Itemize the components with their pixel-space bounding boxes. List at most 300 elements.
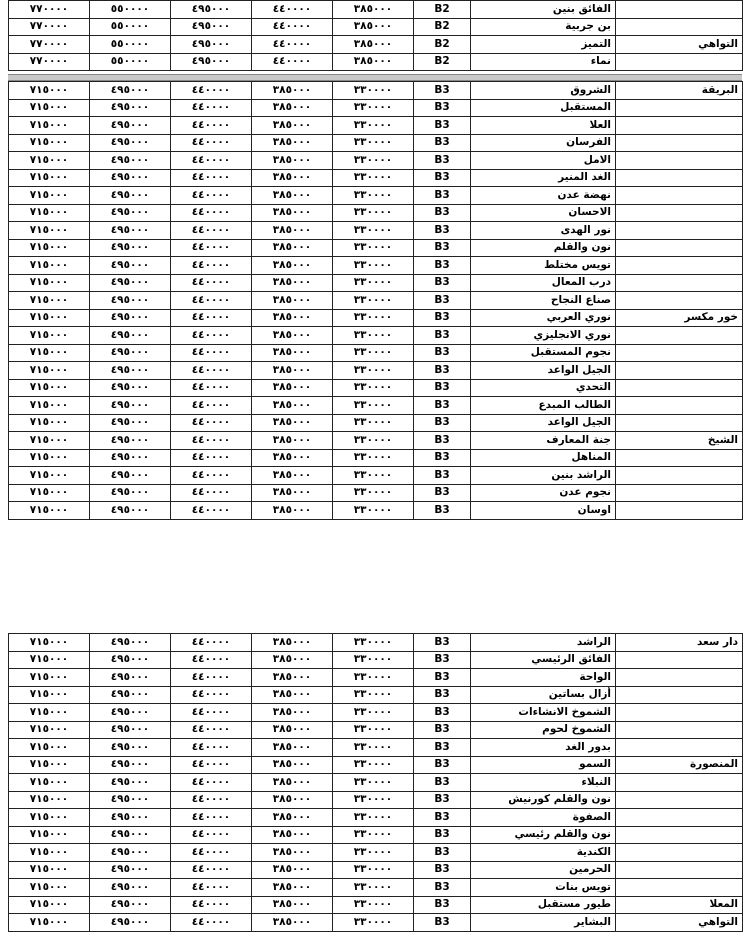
fee-4-cell: ٤٩٥٠٠٠ — [90, 774, 171, 792]
level-cell: B2 — [414, 1, 471, 19]
fee-total-cell: ٧١٥٠٠٠ — [9, 309, 90, 327]
fee-4-cell: ٤٩٥٠٠٠ — [90, 809, 171, 827]
fee-4-cell: ٤٩٥٠٠٠ — [90, 397, 171, 415]
fee-total-cell: ٧١٥٠٠٠ — [9, 117, 90, 135]
school-name-cell: الحرمين — [471, 861, 616, 879]
fee-4-cell: ٤٩٥٠٠٠ — [90, 914, 171, 932]
school-name-cell: بدور الغد — [471, 739, 616, 757]
area-cell — [616, 879, 743, 897]
fee-1-cell: ٣٣٠٠٠٠ — [333, 634, 414, 652]
fee-2-cell: ٣٨٥٠٠٠ — [252, 274, 333, 292]
school-name-cell: التميز — [471, 36, 616, 54]
fee-2-cell: ٣٨٥٠٠٠ — [252, 896, 333, 914]
level-cell: B3 — [414, 896, 471, 914]
fee-total-cell: ٧٧٠٠٠٠ — [9, 36, 90, 54]
fee-1-cell: ٣٨٥٠٠٠ — [333, 53, 414, 71]
level-cell: B3 — [414, 397, 471, 415]
school-name-cell: تويس بنات — [471, 879, 616, 897]
school-name-cell: الطالب المبدع — [471, 397, 616, 415]
fee-1-cell: ٣٣٠٠٠٠ — [333, 669, 414, 687]
area-cell — [616, 18, 743, 36]
fee-4-cell: ٤٩٥٠٠٠ — [90, 634, 171, 652]
area-cell — [616, 204, 743, 222]
fee-1-cell: ٣٣٠٠٠٠ — [333, 791, 414, 809]
fee-2-cell: ٤٤٠٠٠٠ — [252, 36, 333, 54]
table-row — [9, 861, 743, 879]
level-cell: B3 — [414, 82, 471, 100]
fee-1-cell: ٣٣٠٠٠٠ — [333, 99, 414, 117]
fee-total-cell: ٧١٥٠٠٠ — [9, 99, 90, 117]
fee-3-cell: ٤٤٠٠٠٠ — [171, 686, 252, 704]
table-row — [9, 53, 743, 71]
school-name-cell: الشموخ الانشاءات — [471, 704, 616, 722]
fee-1-cell: ٣٣٠٠٠٠ — [333, 169, 414, 187]
fee-2-cell: ٣٨٥٠٠٠ — [252, 704, 333, 722]
area-cell — [616, 53, 743, 71]
fee-2-cell: ٣٨٥٠٠٠ — [252, 634, 333, 652]
level-cell: B3 — [414, 274, 471, 292]
fee-1-cell: ٣٣٠٠٠٠ — [333, 187, 414, 205]
table-row — [9, 18, 743, 36]
level-cell: B3 — [414, 809, 471, 827]
fee-4-cell: ٤٩٥٠٠٠ — [90, 327, 171, 345]
fee-4-cell: ٤٩٥٠٠٠ — [90, 502, 171, 520]
fee-2-cell: ٣٨٥٠٠٠ — [252, 344, 333, 362]
fee-3-cell: ٤٤٠٠٠٠ — [171, 634, 252, 652]
fee-4-cell: ٤٩٥٠٠٠ — [90, 257, 171, 275]
fee-1-cell: ٣٣٠٠٠٠ — [333, 826, 414, 844]
fee-3-cell: ٤٤٠٠٠٠ — [171, 484, 252, 502]
level-cell: B3 — [414, 414, 471, 432]
fee-2-cell: ٣٨٥٠٠٠ — [252, 152, 333, 170]
area-cell: التواهي — [616, 914, 743, 932]
school-name-cell: الفائق الرئيسي — [471, 651, 616, 669]
level-cell: B2 — [414, 53, 471, 71]
level-cell: B3 — [414, 292, 471, 310]
fee-total-cell: ٧١٥٠٠٠ — [9, 169, 90, 187]
table-row — [9, 309, 743, 327]
school-name-cell: نون والقلم — [471, 239, 616, 257]
fee-4-cell: ٤٩٥٠٠٠ — [90, 879, 171, 897]
fee-1-cell: ٣٨٥٠٠٠ — [333, 1, 414, 19]
fee-total-cell: ٧١٥٠٠٠ — [9, 686, 90, 704]
fee-total-cell: ٧١٥٠٠٠ — [9, 362, 90, 380]
school-name-cell: السمو — [471, 756, 616, 774]
level-cell: B3 — [414, 879, 471, 897]
fee-3-cell: ٤٤٠٠٠٠ — [171, 169, 252, 187]
school-name-cell: النبلاء — [471, 774, 616, 792]
fee-4-cell: ٤٩٥٠٠٠ — [90, 756, 171, 774]
fee-2-cell: ٣٨٥٠٠٠ — [252, 914, 333, 932]
fee-2-cell: ٣٨٥٠٠٠ — [252, 432, 333, 450]
fee-1-cell: ٣٣٠٠٠٠ — [333, 844, 414, 862]
level-cell: B3 — [414, 344, 471, 362]
fee-total-cell: ٧١٥٠٠٠ — [9, 379, 90, 397]
fee-total-cell: ٧١٥٠٠٠ — [9, 809, 90, 827]
fee-4-cell: ٤٩٥٠٠٠ — [90, 669, 171, 687]
fee-total-cell: ٧١٥٠٠٠ — [9, 344, 90, 362]
fee-1-cell: ٣٣٠٠٠٠ — [333, 134, 414, 152]
area-cell — [616, 1, 743, 19]
fee-total-cell: ٧١٥٠٠٠ — [9, 187, 90, 205]
fee-3-cell: ٤٤٠٠٠٠ — [171, 879, 252, 897]
fee-3-cell: ٤٩٥٠٠٠ — [171, 36, 252, 54]
school-name-cell: طيور مستقبل — [471, 896, 616, 914]
table-row — [9, 844, 743, 862]
table-row — [9, 774, 743, 792]
table-row — [9, 484, 743, 502]
area-cell — [616, 414, 743, 432]
fee-total-cell: ٧١٥٠٠٠ — [9, 791, 90, 809]
level-cell: B3 — [414, 362, 471, 380]
area-cell — [616, 449, 743, 467]
fee-total-cell: ٧١٥٠٠٠ — [9, 152, 90, 170]
school-name-cell: الجيل الواعد — [471, 414, 616, 432]
area-cell: المعلا — [616, 896, 743, 914]
fee-3-cell: ٤٤٠٠٠٠ — [171, 82, 252, 100]
fee-1-cell: ٣٣٠٠٠٠ — [333, 257, 414, 275]
table-row — [9, 651, 743, 669]
fee-4-cell: ٤٩٥٠٠٠ — [90, 362, 171, 380]
table-row — [9, 222, 743, 240]
fee-2-cell: ٣٨٥٠٠٠ — [252, 826, 333, 844]
area-cell — [616, 651, 743, 669]
fee-2-cell: ٣٨٥٠٠٠ — [252, 292, 333, 310]
fee-4-cell: ٤٩٥٠٠٠ — [90, 467, 171, 485]
fee-2-cell: ٣٨٥٠٠٠ — [252, 739, 333, 757]
fee-4-cell: ٤٩٥٠٠٠ — [90, 187, 171, 205]
fee-1-cell: ٣٣٠٠٠٠ — [333, 914, 414, 932]
fee-3-cell: ٤٤٠٠٠٠ — [171, 117, 252, 135]
fee-2-cell: ٤٤٠٠٠٠ — [252, 1, 333, 19]
fee-2-cell: ٣٨٥٠٠٠ — [252, 809, 333, 827]
table-row — [9, 914, 743, 932]
area-cell: الشيخ — [616, 432, 743, 450]
fee-total-cell: ٧١٥٠٠٠ — [9, 397, 90, 415]
table-row — [9, 397, 743, 415]
fee-2-cell: ٣٨٥٠٠٠ — [252, 134, 333, 152]
fee-2-cell: ٤٤٠٠٠٠ — [252, 53, 333, 71]
area-cell — [616, 809, 743, 827]
fee-3-cell: ٤٤٠٠٠٠ — [171, 914, 252, 932]
table-row — [9, 791, 743, 809]
area-cell — [616, 99, 743, 117]
fee-total-cell: ٧١٥٠٠٠ — [9, 239, 90, 257]
level-cell: B2 — [414, 36, 471, 54]
fee-1-cell: ٣٨٥٠٠٠ — [333, 18, 414, 36]
level-cell: B3 — [414, 502, 471, 520]
school-name-cell: الجيل الواعد — [471, 362, 616, 380]
fee-3-cell: ٤٤٠٠٠٠ — [171, 397, 252, 415]
fee-total-cell: ٧١٥٠٠٠ — [9, 826, 90, 844]
fee-2-cell: ٣٨٥٠٠٠ — [252, 117, 333, 135]
fee-3-cell: ٤٩٥٠٠٠ — [171, 18, 252, 36]
school-name-cell: المناهل — [471, 449, 616, 467]
fee-4-cell: ٤٩٥٠٠٠ — [90, 274, 171, 292]
school-name-cell: الراشد بنين — [471, 467, 616, 485]
area-cell — [616, 484, 743, 502]
school-name-cell: الاحسان — [471, 204, 616, 222]
fee-3-cell: ٤٤٠٠٠٠ — [171, 502, 252, 520]
fee-4-cell: ٥٥٠٠٠٠ — [90, 36, 171, 54]
fee-total-cell: ٧١٥٠٠٠ — [9, 222, 90, 240]
level-cell: B2 — [414, 18, 471, 36]
fees-table-section-3 — [8, 633, 743, 932]
fee-3-cell: ٤٤٠٠٠٠ — [171, 432, 252, 450]
fee-1-cell: ٣٣٠٠٠٠ — [333, 117, 414, 135]
fee-3-cell: ٤٤٠٠٠٠ — [171, 449, 252, 467]
fee-3-cell: ٤٤٠٠٠٠ — [171, 344, 252, 362]
area-cell — [616, 292, 743, 310]
school-name-cell: التحدي — [471, 379, 616, 397]
fee-4-cell: ٤٩٥٠٠٠ — [90, 826, 171, 844]
fee-1-cell: ٣٣٠٠٠٠ — [333, 362, 414, 380]
table-row — [9, 739, 743, 757]
fee-1-cell: ٣٣٠٠٠٠ — [333, 82, 414, 100]
fee-total-cell: ٧١٥٠٠٠ — [9, 914, 90, 932]
level-cell: B3 — [414, 134, 471, 152]
fee-4-cell: ٤٩٥٠٠٠ — [90, 861, 171, 879]
level-cell: B3 — [414, 914, 471, 932]
school-name-cell: درب المعال — [471, 274, 616, 292]
fee-1-cell: ٣٣٠٠٠٠ — [333, 204, 414, 222]
school-name-cell: البشاير — [471, 914, 616, 932]
fee-1-cell: ٣٣٠٠٠٠ — [333, 414, 414, 432]
fee-1-cell: ٣٣٠٠٠٠ — [333, 721, 414, 739]
level-cell: B3 — [414, 467, 471, 485]
fee-1-cell: ٣٣٠٠٠٠ — [333, 152, 414, 170]
table-row — [9, 362, 743, 380]
fee-1-cell: ٣٣٠٠٠٠ — [333, 397, 414, 415]
fee-2-cell: ٣٨٥٠٠٠ — [252, 669, 333, 687]
area-cell — [616, 344, 743, 362]
school-name-cell: جنة المعارف — [471, 432, 616, 450]
fee-4-cell: ٤٩٥٠٠٠ — [90, 152, 171, 170]
fees-table-section-2 — [8, 81, 743, 520]
fee-2-cell: ٣٨٥٠٠٠ — [252, 379, 333, 397]
table-row — [9, 669, 743, 687]
fee-1-cell: ٣٣٠٠٠٠ — [333, 809, 414, 827]
fee-3-cell: ٤٤٠٠٠٠ — [171, 414, 252, 432]
fee-4-cell: ٥٥٠٠٠٠ — [90, 1, 171, 19]
school-name-cell: الامل — [471, 152, 616, 170]
area-cell — [616, 397, 743, 415]
area-cell — [616, 327, 743, 345]
table-row — [9, 704, 743, 722]
fee-1-cell: ٣٣٠٠٠٠ — [333, 502, 414, 520]
fee-3-cell: ٤٤٠٠٠٠ — [171, 134, 252, 152]
level-cell: B3 — [414, 826, 471, 844]
fee-1-cell: ٣٣٠٠٠٠ — [333, 222, 414, 240]
fee-4-cell: ٤٩٥٠٠٠ — [90, 739, 171, 757]
fee-1-cell: ٣٣٠٠٠٠ — [333, 651, 414, 669]
level-cell: B3 — [414, 379, 471, 397]
fee-2-cell: ٣٨٥٠٠٠ — [252, 309, 333, 327]
fee-3-cell: ٤٤٠٠٠٠ — [171, 222, 252, 240]
table-row — [9, 879, 743, 897]
fee-total-cell: ٧١٥٠٠٠ — [9, 739, 90, 757]
fee-2-cell: ٣٨٥٠٠٠ — [252, 99, 333, 117]
fee-3-cell: ٤٤٠٠٠٠ — [171, 379, 252, 397]
level-cell: B3 — [414, 861, 471, 879]
area-cell — [616, 379, 743, 397]
fee-3-cell: ٤٤٠٠٠٠ — [171, 896, 252, 914]
level-cell: B3 — [414, 484, 471, 502]
fee-4-cell: ٤٩٥٠٠٠ — [90, 721, 171, 739]
fee-4-cell: ٤٩٥٠٠٠ — [90, 791, 171, 809]
fee-4-cell: ٤٩٥٠٠٠ — [90, 686, 171, 704]
school-name-cell: نجوم عدن — [471, 484, 616, 502]
table-row — [9, 169, 743, 187]
level-cell: B3 — [414, 651, 471, 669]
school-name-cell: صناع النجاح — [471, 292, 616, 310]
fee-2-cell: ٣٨٥٠٠٠ — [252, 861, 333, 879]
area-cell — [616, 239, 743, 257]
fee-1-cell: ٣٣٠٠٠٠ — [333, 739, 414, 757]
fee-total-cell: ٧١٥٠٠٠ — [9, 844, 90, 862]
school-name-cell: نوري الانجليزي — [471, 327, 616, 345]
level-cell: B3 — [414, 756, 471, 774]
fee-4-cell: ٤٩٥٠٠٠ — [90, 99, 171, 117]
area-cell: دار سعد — [616, 634, 743, 652]
fee-2-cell: ٣٨٥٠٠٠ — [252, 844, 333, 862]
table-row — [9, 1, 743, 19]
fee-total-cell: ٧١٥٠٠٠ — [9, 861, 90, 879]
fee-4-cell: ٥٥٠٠٠٠ — [90, 53, 171, 71]
level-cell: B3 — [414, 721, 471, 739]
fee-1-cell: ٣٣٠٠٠٠ — [333, 432, 414, 450]
fee-1-cell: ٣٣٠٠٠٠ — [333, 467, 414, 485]
fee-4-cell: ٤٩٥٠٠٠ — [90, 169, 171, 187]
fee-2-cell: ٤٤٠٠٠٠ — [252, 18, 333, 36]
table-row — [9, 414, 743, 432]
fee-2-cell: ٣٨٥٠٠٠ — [252, 222, 333, 240]
fee-2-cell: ٣٨٥٠٠٠ — [252, 721, 333, 739]
school-name-cell: بن جربية — [471, 18, 616, 36]
area-cell — [616, 169, 743, 187]
table-row — [9, 826, 743, 844]
fee-total-cell: ٧١٥٠٠٠ — [9, 292, 90, 310]
school-name-cell: نون والقلم رئيسي — [471, 826, 616, 844]
table-row — [9, 36, 743, 54]
table-row — [9, 502, 743, 520]
area-cell — [616, 274, 743, 292]
fee-total-cell: ٧١٥٠٠٠ — [9, 134, 90, 152]
fee-4-cell: ٤٩٥٠٠٠ — [90, 239, 171, 257]
area-cell — [616, 187, 743, 205]
fee-4-cell: ٤٩٥٠٠٠ — [90, 117, 171, 135]
fee-total-cell: ٧١٥٠٠٠ — [9, 502, 90, 520]
school-name-cell: الواحة — [471, 669, 616, 687]
fee-3-cell: ٤٤٠٠٠٠ — [171, 704, 252, 722]
fee-3-cell: ٤٤٠٠٠٠ — [171, 721, 252, 739]
fee-2-cell: ٣٨٥٠٠٠ — [252, 204, 333, 222]
level-cell: B3 — [414, 204, 471, 222]
fee-2-cell: ٣٨٥٠٠٠ — [252, 239, 333, 257]
school-name-cell: أزال بساتين — [471, 686, 616, 704]
level-cell: B3 — [414, 309, 471, 327]
fee-2-cell: ٣٨٥٠٠٠ — [252, 686, 333, 704]
fee-1-cell: ٣٣٠٠٠٠ — [333, 484, 414, 502]
fee-3-cell: ٤٤٠٠٠٠ — [171, 152, 252, 170]
fee-4-cell: ٤٩٥٠٠٠ — [90, 414, 171, 432]
fee-total-cell: ٧١٥٠٠٠ — [9, 721, 90, 739]
fee-total-cell: ٧١٥٠٠٠ — [9, 274, 90, 292]
level-cell: B3 — [414, 187, 471, 205]
fee-2-cell: ٣٨٥٠٠٠ — [252, 651, 333, 669]
fee-1-cell: ٣٣٠٠٠٠ — [333, 686, 414, 704]
fee-3-cell: ٤٤٠٠٠٠ — [171, 861, 252, 879]
school-name-cell: نهضة عدن — [471, 187, 616, 205]
fee-2-cell: ٣٨٥٠٠٠ — [252, 791, 333, 809]
school-name-cell: الراشد — [471, 634, 616, 652]
level-cell: B3 — [414, 449, 471, 467]
fee-3-cell: ٤٤٠٠٠٠ — [171, 467, 252, 485]
table-row — [9, 99, 743, 117]
fee-3-cell: ٤٤٠٠٠٠ — [171, 669, 252, 687]
fee-1-cell: ٣٣٠٠٠٠ — [333, 274, 414, 292]
fee-2-cell: ٣٨٥٠٠٠ — [252, 502, 333, 520]
level-cell: B3 — [414, 169, 471, 187]
area-cell — [616, 669, 743, 687]
fee-3-cell: ٤٤٠٠٠٠ — [171, 809, 252, 827]
table-row — [9, 809, 743, 827]
area-cell — [616, 362, 743, 380]
fee-1-cell: ٣٣٠٠٠٠ — [333, 756, 414, 774]
fee-total-cell: ٧١٥٠٠٠ — [9, 651, 90, 669]
fee-4-cell: ٤٩٥٠٠٠ — [90, 844, 171, 862]
level-cell: B3 — [414, 432, 471, 450]
fee-total-cell: ٧١٥٠٠٠ — [9, 774, 90, 792]
level-cell: B3 — [414, 239, 471, 257]
fee-4-cell: ٤٩٥٠٠٠ — [90, 292, 171, 310]
table-row — [9, 449, 743, 467]
school-name-cell: الفائق بنين — [471, 1, 616, 19]
table-row — [9, 686, 743, 704]
area-cell — [616, 721, 743, 739]
table-row — [9, 379, 743, 397]
fee-2-cell: ٣٨٥٠٠٠ — [252, 467, 333, 485]
fee-4-cell: ٤٩٥٠٠٠ — [90, 82, 171, 100]
fee-1-cell: ٣٣٠٠٠٠ — [333, 344, 414, 362]
school-name-cell: الشموخ لحوم — [471, 721, 616, 739]
school-name-cell: نجوم المستقبل — [471, 344, 616, 362]
level-cell: B3 — [414, 669, 471, 687]
level-cell: B3 — [414, 791, 471, 809]
area-cell: البريقة — [616, 82, 743, 100]
fee-1-cell: ٣٣٠٠٠٠ — [333, 896, 414, 914]
school-name-cell: الفرسان — [471, 134, 616, 152]
school-name-cell: الغد المنير — [471, 169, 616, 187]
level-cell: B3 — [414, 844, 471, 862]
fee-2-cell: ٣٨٥٠٠٠ — [252, 397, 333, 415]
fee-3-cell: ٤٩٥٠٠٠ — [171, 53, 252, 71]
fee-total-cell: ٧١٥٠٠٠ — [9, 669, 90, 687]
area-cell — [616, 222, 743, 240]
fee-2-cell: ٣٨٥٠٠٠ — [252, 327, 333, 345]
fee-2-cell: ٣٨٥٠٠٠ — [252, 879, 333, 897]
fee-2-cell: ٣٨٥٠٠٠ — [252, 449, 333, 467]
school-name-cell: العلا — [471, 117, 616, 135]
fee-1-cell: ٣٣٠٠٠٠ — [333, 292, 414, 310]
fee-4-cell: ٤٩٥٠٠٠ — [90, 204, 171, 222]
fee-total-cell: ٧١٥٠٠٠ — [9, 704, 90, 722]
area-cell — [616, 861, 743, 879]
level-cell: B3 — [414, 774, 471, 792]
table-row — [9, 634, 743, 652]
fee-2-cell: ٣٨٥٠٠٠ — [252, 257, 333, 275]
area-cell — [616, 791, 743, 809]
